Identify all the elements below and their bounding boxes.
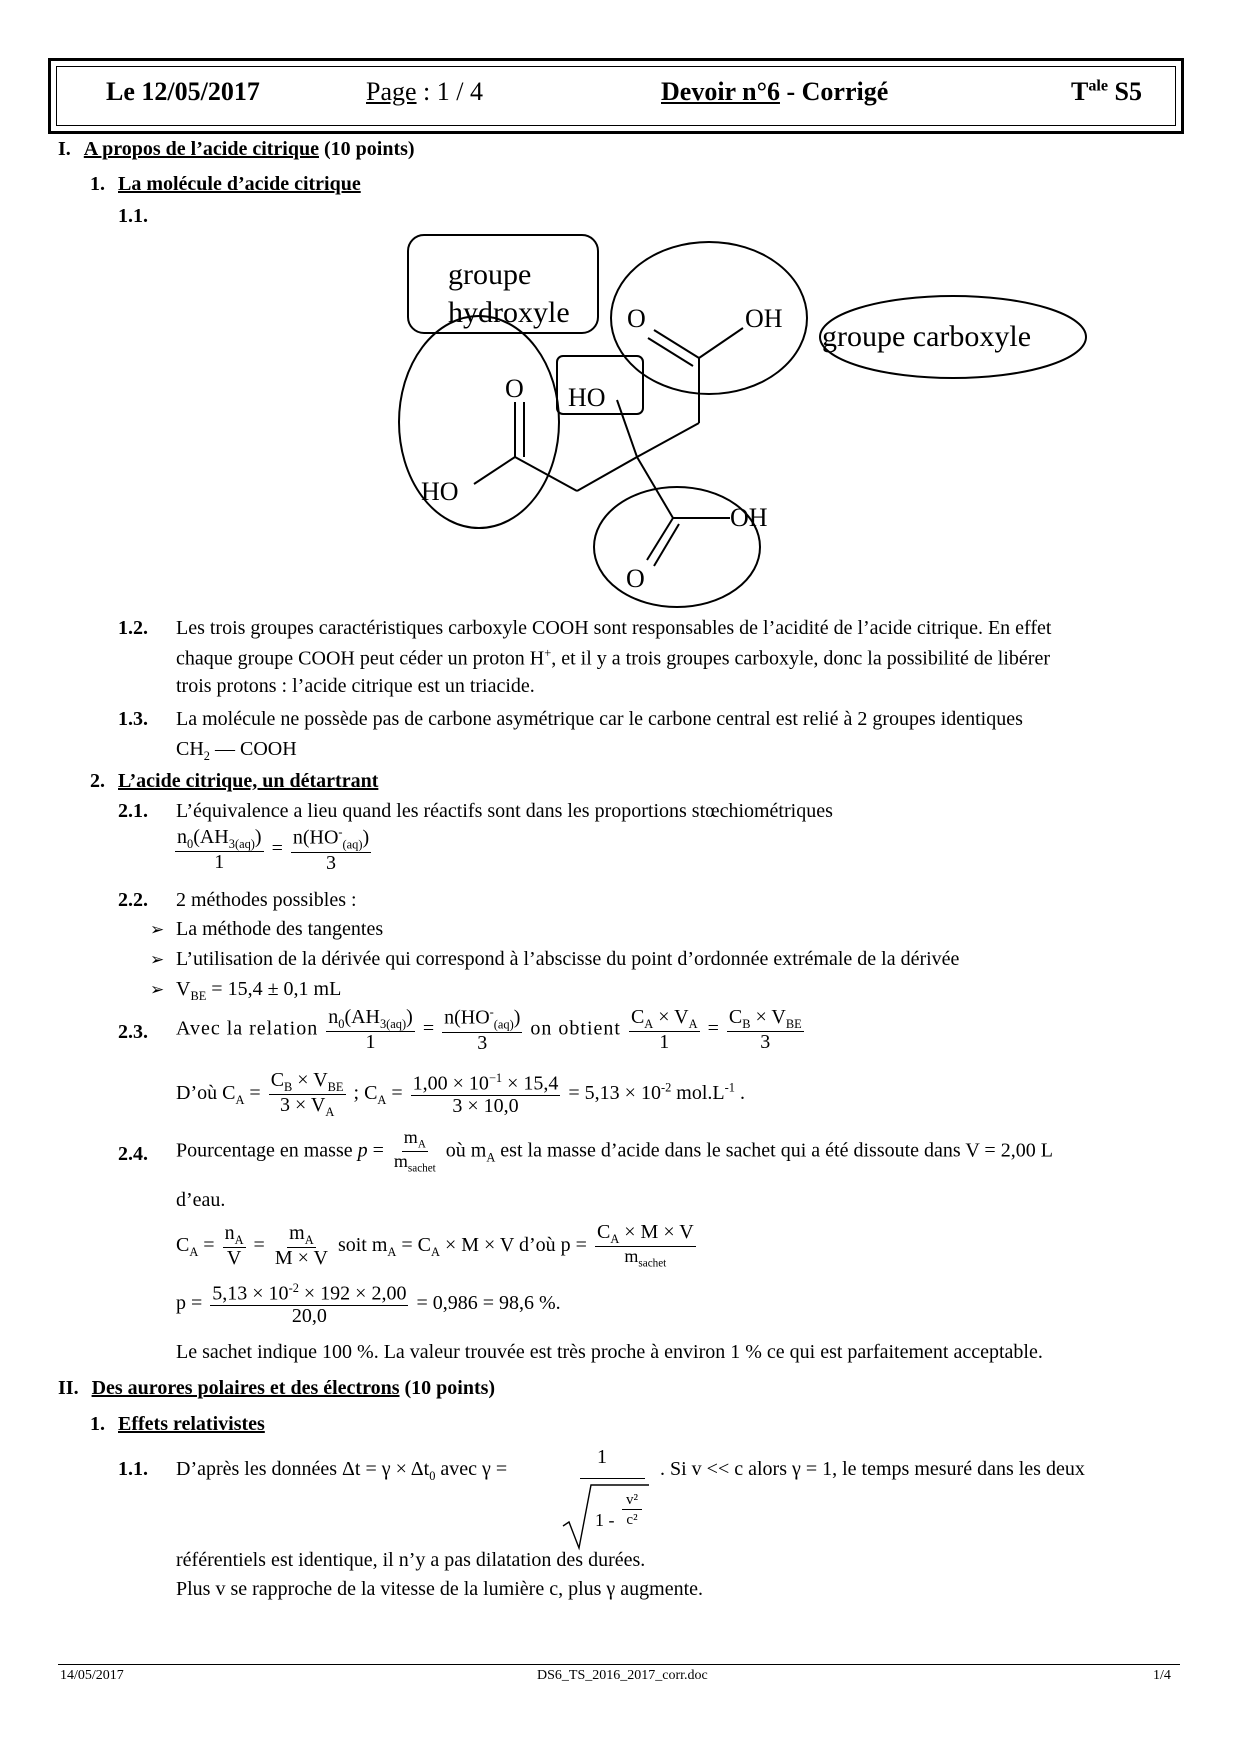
q22-bullet-1: La méthode des tangentes xyxy=(176,918,384,940)
subsection-num: 2. xyxy=(90,770,105,792)
atom-oh-bottom: OH xyxy=(730,503,768,532)
times-v: × V xyxy=(292,1069,328,1091)
num-val: 1,00 × 10 xyxy=(412,1072,489,1095)
atom-oh-top: OH xyxy=(745,304,783,333)
section-1-title: A propos de l’acide citrique xyxy=(83,138,319,160)
header-class-rest: S5 xyxy=(1108,77,1142,106)
fraction-ca-va xyxy=(629,1007,700,1053)
q22-line-1: 2 méthodes possibles : xyxy=(176,889,357,911)
mv-dou-p: × M × V d’où p = xyxy=(439,1233,592,1256)
ma-sub: A xyxy=(387,1244,397,1259)
l4-exp: -2 xyxy=(288,1281,299,1295)
header-page-word: Page xyxy=(366,77,417,106)
question-1-1-num: 1.1. xyxy=(118,205,148,227)
ca-sub: A xyxy=(235,1093,245,1108)
s2-q11-line-3: Plus v se rapproche de la vitesse de la lumière c, plus γ augmente. xyxy=(176,1578,704,1600)
gamma-numerator: 1 xyxy=(597,1446,607,1468)
l4-num-a: 5,13 × 10 xyxy=(212,1282,289,1305)
header-devoir-word: Devoir n°6 xyxy=(661,77,780,106)
unit: mol.L xyxy=(671,1082,725,1105)
fraction-n-ho xyxy=(442,1006,522,1054)
label-groupe-carboxyle: groupe carboxyle xyxy=(822,320,1032,353)
citric-acid-diagram xyxy=(0,0,1240,620)
f-3aq: 3(aq) xyxy=(228,836,255,851)
l4-num-b: × 192 × 2,00 xyxy=(298,1282,407,1305)
q24-p: p xyxy=(357,1139,368,1162)
skeleton-bonds xyxy=(474,328,743,566)
ca-result: = 5,13 × 10 xyxy=(563,1082,661,1105)
q11-sub0: 0 xyxy=(429,1469,436,1483)
q13-line-1: La molécule ne possède pas de carbone asymétrique car le carbone central est relié à 2 groupes identiques xyxy=(176,708,1023,730)
ca-sub: A xyxy=(644,1016,654,1031)
gamma-fraction-bar xyxy=(580,1478,645,1479)
f-3aq: 3(aq) xyxy=(379,1016,407,1031)
f-den-1: 1 xyxy=(659,1030,670,1053)
sachet-sub: sachet xyxy=(407,1162,436,1175)
fraction-na-v xyxy=(223,1223,246,1269)
subsection-title: La molécule d’acide citrique xyxy=(118,173,361,195)
question-2-1-1-num: 1.1. xyxy=(118,1458,148,1480)
vbe-value: = 15,4 ± 0,1 mL xyxy=(206,978,342,1000)
question-2-4-num: 2.4. xyxy=(118,1143,148,1165)
eq: = xyxy=(248,1233,270,1256)
q13-cooh: — COOH xyxy=(210,738,297,760)
header-class-t: T xyxy=(1071,77,1089,106)
ma-sub: A xyxy=(486,1150,496,1165)
q24-rest: est la masse d’acide dans le sachet qui a été dissoute dans V = 2,00 L xyxy=(495,1139,1053,1162)
question-2-3-num: 2.3. xyxy=(118,1021,148,1043)
q24-ou-m: où m xyxy=(440,1139,487,1162)
label-hydroxyle: hydroxyle xyxy=(448,296,570,329)
q24-line-4 xyxy=(176,1282,561,1327)
times-v: × V xyxy=(750,1005,786,1028)
header-devoir-rest: - Corrigé xyxy=(779,77,889,106)
section-2-num: II. xyxy=(58,1377,79,1399)
ma-sub: A xyxy=(417,1138,426,1151)
q24-line-5: Le sachet indique 100 %. La valeur trouvée est très proche à environ 1 % ce qui est parfaitement acceptable. xyxy=(176,1341,1043,1363)
f-nho: n(HO xyxy=(444,1006,490,1029)
q23-avec: Avec la relation xyxy=(176,1017,319,1040)
semi-c: ; C xyxy=(348,1082,378,1105)
fraction-p-numeric xyxy=(210,1282,408,1327)
atom-ho-center: HO xyxy=(568,383,606,412)
s2-q11-part-c: . Si v << c alors γ = 1, le temps mesuré dans les deux xyxy=(660,1458,1085,1480)
exp-unit: -1 xyxy=(724,1080,735,1095)
num-val2: × 15,4 xyxy=(502,1072,559,1095)
cb-c: C xyxy=(728,1005,743,1028)
section-2-title: Des aurores polaires et des électrons xyxy=(91,1377,400,1399)
f-close: ) xyxy=(406,1005,413,1028)
ca-sub: A xyxy=(189,1244,199,1259)
f-den-3: 3 xyxy=(477,1031,488,1054)
f-ah: (AH xyxy=(193,825,229,848)
eq-c: = C xyxy=(396,1233,431,1256)
cb-c: C xyxy=(270,1069,285,1091)
fraction-ma-msachet xyxy=(392,1128,438,1176)
q23-obtient: on obtient xyxy=(530,1017,621,1040)
section-1-num: I. xyxy=(58,138,71,160)
m: m xyxy=(289,1222,305,1245)
subsection-title: Effets relativistes xyxy=(118,1413,265,1435)
header-page-rest: : 1 / 4 xyxy=(416,77,483,106)
ma-sub: A xyxy=(304,1233,314,1248)
atom-o-top: O xyxy=(627,304,646,333)
q12-line-1: Les trois groupes caractéristiques carboxyle COOH sont responsables de l’acidité de l’acide citrique. En effet xyxy=(176,617,1052,639)
f-close: ) xyxy=(362,826,370,849)
q12-line-2b: , et il y a trois groupes carboxyle, donc la possibilité de libérer xyxy=(551,647,1050,670)
ca-c: C xyxy=(176,1233,190,1256)
s2-q11-part-a xyxy=(176,1458,507,1484)
ca-c: C xyxy=(630,1005,645,1028)
s2-q11-line-2: référentiels est identique, il n’y a pas dilatation des durées. xyxy=(176,1549,646,1571)
fraction-n-ho xyxy=(291,826,371,874)
f-n: n xyxy=(328,1005,339,1028)
question-2-2-num: 2.2. xyxy=(118,889,148,911)
f-minus: - xyxy=(489,1005,494,1019)
label-groupe: groupe xyxy=(448,258,532,291)
va-sub: A xyxy=(688,1016,698,1031)
l4-den: 20,0 xyxy=(291,1304,327,1327)
footer-divider xyxy=(58,1664,1180,1665)
q13-ch: CH xyxy=(176,738,204,760)
f-0: 0 xyxy=(187,836,194,851)
f-minus: - xyxy=(338,825,343,839)
f-equals: = xyxy=(707,1017,719,1040)
m: m xyxy=(403,1127,418,1147)
section-1-points: (10 points) xyxy=(318,138,415,160)
sachet-sub: sachet xyxy=(638,1257,667,1270)
q22-bullet-3 xyxy=(176,978,341,1004)
header-class-sup: ale xyxy=(1088,77,1109,95)
subsection-num: 1. xyxy=(90,173,105,195)
f-den-3: 3 xyxy=(760,1030,771,1053)
q22-bullet-2: L’utilisation de la dérivée qui correspond à l’abscisse du point d’ordonnée extrémale de la dérivée xyxy=(176,948,960,970)
arrow-bullet-icon: ➢ xyxy=(150,920,165,939)
ca-sub: A xyxy=(610,1232,620,1246)
f-aq: (aq) xyxy=(493,1017,514,1032)
cb-sub: B xyxy=(284,1080,293,1094)
f-equals: = xyxy=(422,1017,435,1040)
q12-plus: + xyxy=(544,646,552,660)
footer-page: 1/4 xyxy=(1153,1668,1171,1683)
v: V xyxy=(226,1247,242,1270)
f-equals: = xyxy=(271,837,283,860)
eq: = xyxy=(386,1082,408,1105)
atom-o-left: O xyxy=(505,374,524,403)
p-eq: p = xyxy=(176,1291,208,1314)
arrow-bullet-icon: ➢ xyxy=(150,950,165,969)
f-close: ) xyxy=(254,825,262,848)
dot: . xyxy=(734,1082,745,1105)
vbe-sub: BE xyxy=(190,989,207,1003)
q23-line-1 xyxy=(176,1006,807,1054)
q21-line-1: L’équivalence a lieu quand les réactifs sont dans les proportions stœchiométriques xyxy=(176,800,833,822)
subsection-num: 1. xyxy=(90,1413,105,1435)
n: n xyxy=(224,1222,235,1245)
q12-line-3: trois protons : l’acide citrique est un triacide. xyxy=(176,675,535,697)
f-ah: (AH xyxy=(344,1005,380,1028)
fraction-ma-mv xyxy=(273,1223,330,1269)
f-0: 0 xyxy=(338,1016,345,1031)
section-2-heading xyxy=(58,1377,495,1400)
na-sub: A xyxy=(234,1233,244,1248)
section-2-points: (10 points) xyxy=(399,1377,496,1399)
exp-m2: -2 xyxy=(660,1080,672,1095)
f-n: n xyxy=(177,825,187,848)
question-2-1-num: 2.1. xyxy=(118,800,148,822)
footer-date: 14/05/2017 xyxy=(60,1668,124,1683)
q11-avec-gamma: avec γ = xyxy=(435,1458,508,1480)
vbe-sub: BE xyxy=(785,1016,802,1031)
dou-c: D’où C xyxy=(176,1082,236,1105)
ca-c: C xyxy=(596,1221,611,1243)
den-val: 3 × 10,0 xyxy=(452,1094,519,1117)
eq: = xyxy=(244,1082,266,1105)
f-close: ) xyxy=(513,1006,521,1029)
cb-sub: B xyxy=(742,1016,751,1031)
atom-o-bottom: O xyxy=(626,564,645,593)
header-date: Le 12/05/2017 xyxy=(106,77,260,106)
exp-m1: −1 xyxy=(488,1071,503,1086)
f-nho: n(HO xyxy=(292,826,339,849)
f-den-1: 1 xyxy=(365,1030,376,1053)
q13-sub2: 2 xyxy=(203,749,210,763)
vbe-sub: BE xyxy=(327,1080,344,1094)
mv: × M × V xyxy=(619,1221,694,1243)
question-1-3-num: 1.3. xyxy=(118,708,148,730)
subsection-title: L’acide citrique, un détartrant xyxy=(118,770,379,792)
q23-line-2 xyxy=(176,1070,745,1119)
mv: M × V xyxy=(274,1247,328,1270)
m: m xyxy=(393,1151,408,1172)
times-v: × V xyxy=(653,1005,689,1028)
f-den-1: 1 xyxy=(214,850,225,873)
q24-line-2: d’eau. xyxy=(176,1189,226,1211)
fraction-n0-ah3 xyxy=(326,1007,415,1053)
fraction-camv-msachet xyxy=(595,1222,696,1270)
arrow-bullet-icon: ➢ xyxy=(150,980,165,999)
eq: = xyxy=(367,1139,389,1162)
ca-sub: A xyxy=(377,1093,387,1108)
m: m xyxy=(624,1246,639,1267)
question-1-2-num: 1.2. xyxy=(118,617,148,639)
fraction-cb-vbe-over-3va xyxy=(269,1070,346,1119)
soit-m: soit m xyxy=(332,1233,388,1256)
va-sub: A xyxy=(325,1105,335,1120)
one-minus: 1 - xyxy=(595,1510,615,1530)
fraction-numeric-ca xyxy=(411,1072,561,1117)
fraction-n0-ah3 xyxy=(175,827,264,873)
fraction-cb-vbe xyxy=(727,1007,804,1053)
vbe-v: V xyxy=(176,978,191,1000)
p-result: = 0,986 = 98,6 %. xyxy=(411,1291,561,1314)
atom-ho-left: HO xyxy=(421,477,459,506)
footer-filename: DS6_TS_2016_2017_corr.doc xyxy=(537,1668,708,1683)
den-3va: 3 × V xyxy=(279,1094,326,1117)
q24-line-3 xyxy=(176,1222,699,1270)
f-aq: (aq) xyxy=(342,837,363,852)
q21-equation xyxy=(172,826,374,874)
subsection-2-1-heading xyxy=(90,1413,265,1436)
eq: = xyxy=(198,1233,220,1256)
v-squared: v² xyxy=(622,1492,642,1510)
q12-line-2a: chaque groupe COOH peut céder un proton H xyxy=(176,647,545,670)
q24-line-1 xyxy=(176,1128,1053,1176)
ca-sub: A xyxy=(431,1244,440,1259)
q12-line-2 xyxy=(176,646,1050,671)
c-squared: c² xyxy=(626,1512,638,1528)
subsection-1-2-heading xyxy=(90,770,378,793)
q24-pourcentage: Pourcentage en masse xyxy=(176,1139,358,1162)
q11-delta: D’après les données Δt = γ × Δt xyxy=(176,1458,430,1480)
f-den-3: 3 xyxy=(326,851,337,874)
q13-line-2 xyxy=(176,738,297,764)
